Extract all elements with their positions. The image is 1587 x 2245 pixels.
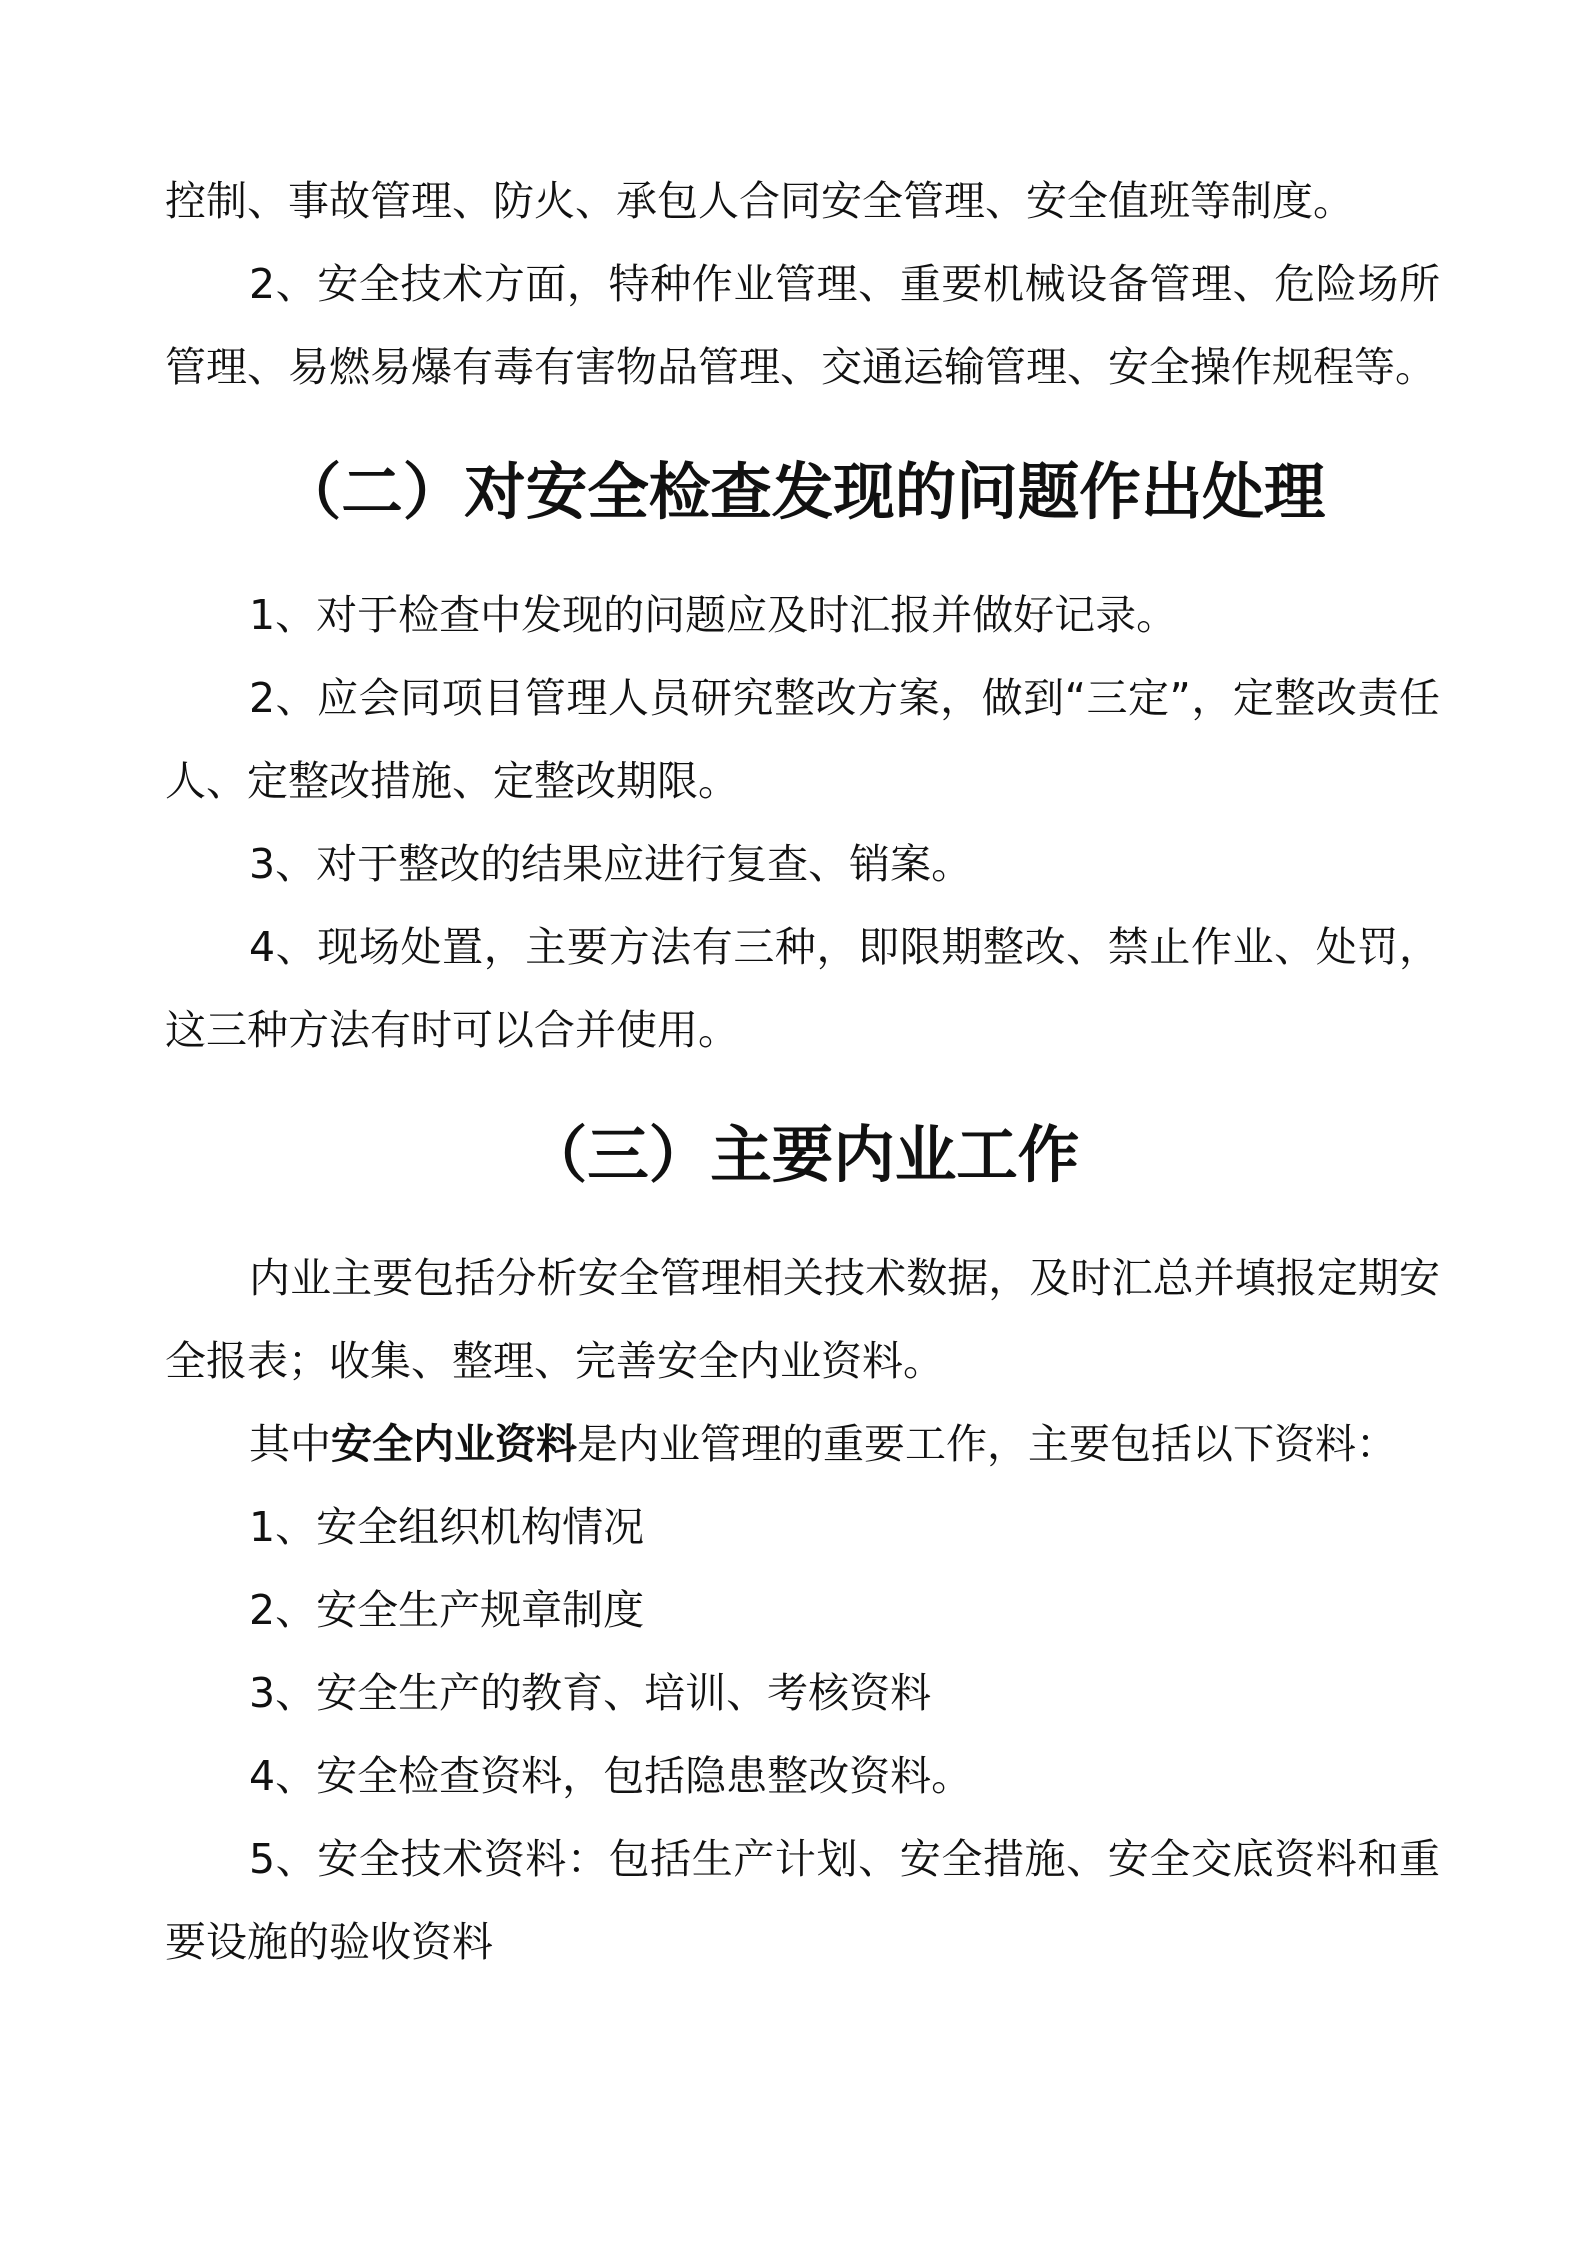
- section-heading-2: （二）对安全检查发现的问题作出处理: [279, 456, 1326, 528]
- list-item: 3、安全生产的教育、培训、考核资料: [249, 1669, 932, 1717]
- list-item: 2、安全生产规章制度: [249, 1586, 645, 1634]
- list-item: 4、安全检查资料，包括隐患整改资料。: [249, 1752, 973, 1800]
- section-heading-3: （三）主要内业工作: [525, 1119, 1080, 1191]
- list-item: 5、安全技术资料：包括生产计划、安全措施、安全交底资料和重要设施的验收资料: [165, 1835, 1440, 1966]
- document-page: [165, 160, 1440, 1984]
- list-item: 3、对于整改的结果应进行复查、销案。: [249, 840, 973, 888]
- list-item: 2、应会同项目管理人员研究整改方案，做到“三定”，定整改责任人、定整改措施、定整改期限。: [165, 674, 1440, 805]
- paragraph-lead: [165, 1403, 1440, 1486]
- list-item: 1、安全组织机构情况: [249, 1503, 645, 1551]
- list-item: 1、对于检查中发现的问题应及时汇报并做好记录。: [249, 591, 1178, 639]
- paragraph-intro: 内业主要包括分析安全管理相关技术数据，及时汇总并填报定期安全报表；收集、整理、完善安全内业资料。: [165, 1254, 1440, 1385]
- paragraph-continuation: 控制、事故管理、防火、承包人合同安全管理、安全值班等制度。: [165, 177, 1354, 225]
- list-item: 4、现场处置，主要方法有三种，即限期整改、禁止作业、处罚，这三种方法有时可以合并使用。: [165, 923, 1440, 1054]
- paragraph-safety-tech: 2、安全技术方面，特种作业管理、重要机械设备管理、危险场所管理、易燃易爆有毒有害物品管理、交通运输管理、安全操作规程等。: [165, 260, 1440, 391]
- lead-suffix: 是内业管理的重要工作，主要包括以下资料：: [577, 1420, 1397, 1468]
- lead-bold-term: 安全内业资料: [331, 1420, 577, 1468]
- lead-prefix: 其中: [249, 1420, 331, 1468]
